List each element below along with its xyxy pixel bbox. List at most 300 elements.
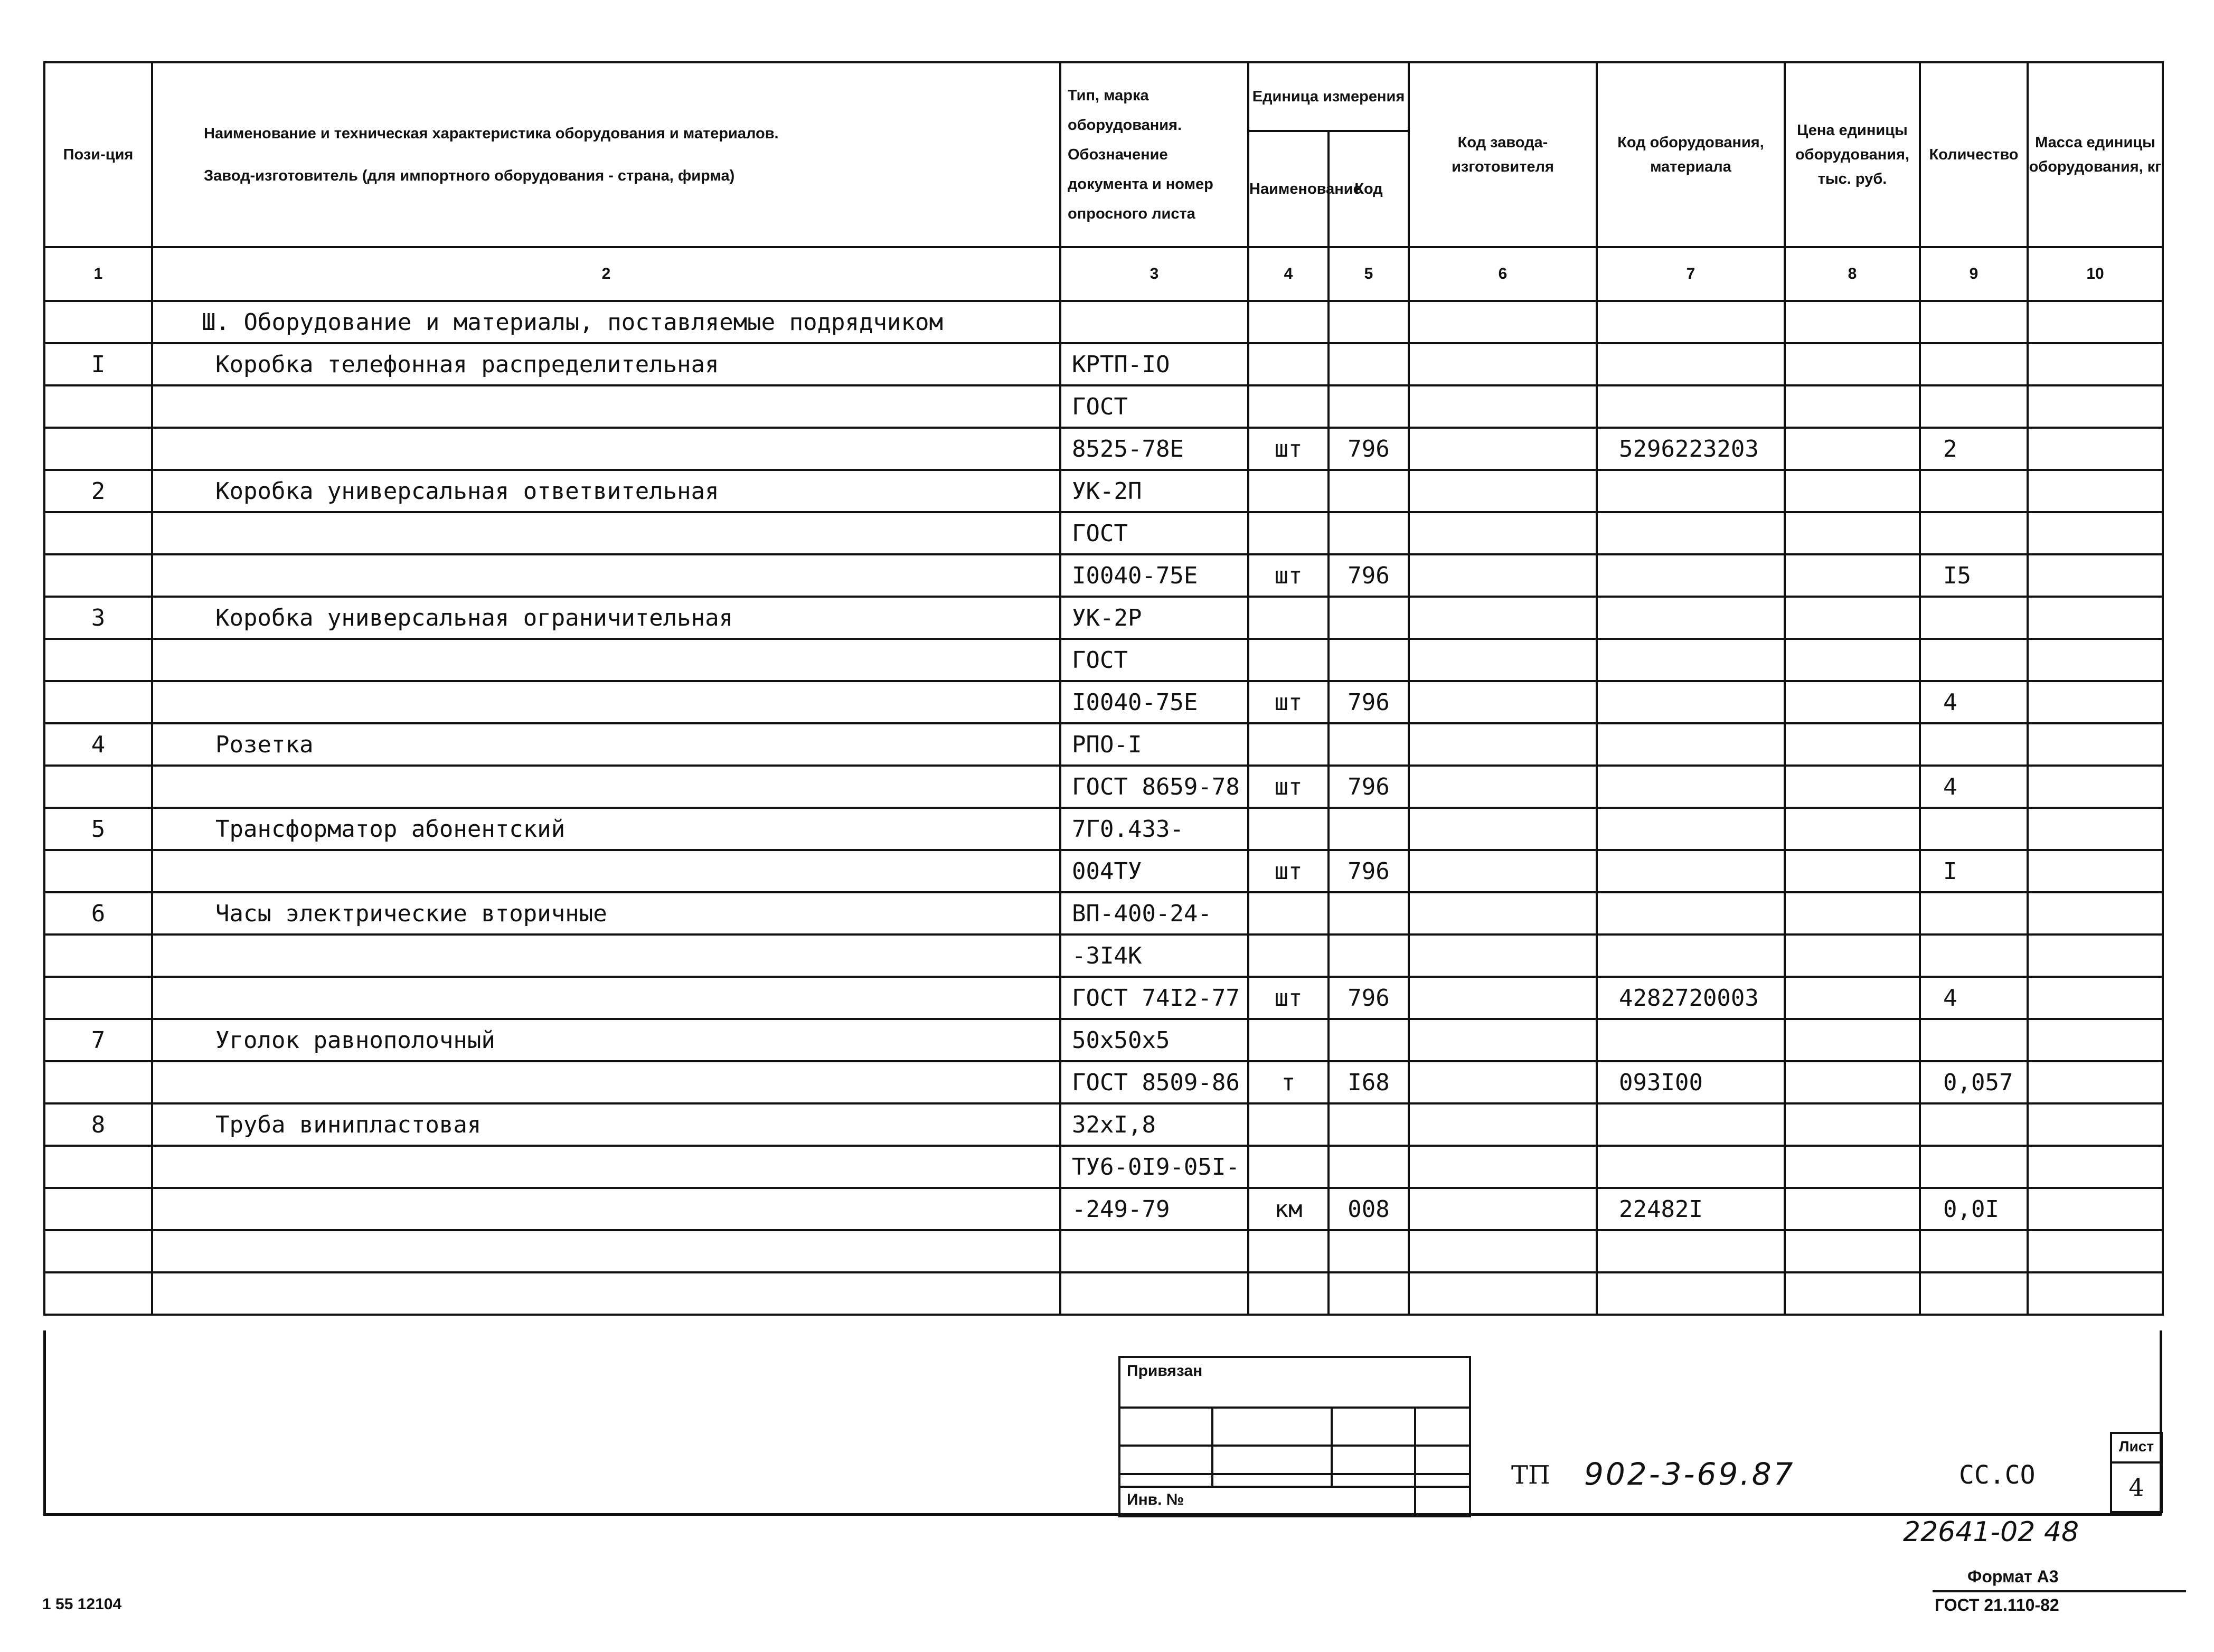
mass-cell [2028,934,2163,977]
type-cell: -249-79 [1060,1188,1248,1230]
position-cell [44,934,152,977]
price-cell [1785,428,1920,470]
position-cell [44,850,152,892]
name-cell [152,639,1060,681]
quantity-cell [1920,1272,2028,1315]
name-cell [152,1146,1060,1188]
mass-cell [2028,1061,2163,1103]
price-cell [1785,977,1920,1019]
position-cell [44,1188,152,1230]
name-cell [152,850,1060,892]
unit-name-cell: шт [1248,977,1329,1019]
unit-name-cell [1248,1103,1329,1146]
unit-code-cell: I68 [1329,1061,1409,1103]
name-cell [152,428,1060,470]
mass-cell [2028,470,2163,512]
factory-code-cell [1409,850,1597,892]
table-row [44,1019,2163,1061]
price-cell [1785,512,1920,554]
unit-code-cell: 796 [1329,681,1409,723]
factory-code-cell [1409,639,1597,681]
quantity-cell: 4 [1920,977,2028,1019]
unit-code-cell [1329,343,1409,385]
position-cell [44,681,152,723]
position-cell [44,428,152,470]
quantity-cell: 4 [1920,681,2028,723]
name-cell: Коробка телефонная распределительная [152,343,1060,385]
table-row [44,766,2163,808]
name-cell [152,554,1060,597]
factory-code-cell [1409,977,1597,1019]
factory-code-cell [1409,681,1597,723]
factory-code-cell [1409,1230,1597,1272]
type-cell: ГОСТ 74I2-77 [1060,977,1248,1019]
type-cell: I0040-75Е [1060,554,1248,597]
quantity-cell [1920,597,2028,639]
format-underline [1933,1590,2186,1592]
quantity-cell [1920,1103,2028,1146]
table-row [44,1146,2163,1188]
factory-code-cell [1409,766,1597,808]
equipment-code-cell [1597,892,1785,934]
table-row [44,554,2163,597]
type-cell: ТУ6-0I9-05I- [1060,1146,1248,1188]
type-cell: ВП-400-24- [1060,892,1248,934]
unit-name-cell: т [1248,1061,1329,1103]
equipment-specification-table [43,61,2164,1316]
name-cell: Трансформатор абонентский [152,808,1060,850]
table-row [44,639,2163,681]
position-cell [44,1146,152,1188]
factory-code-cell [1409,512,1597,554]
header-type: Тип, марка оборудования. Обозначение документа и номер опросного листа [1060,62,1248,247]
position-cell [44,766,152,808]
unit-name-cell [1248,470,1329,512]
section-row [44,301,2163,343]
equipment-code-cell [1597,470,1785,512]
equipment-code-cell [1597,597,1785,639]
name-cell: Уголок равнополочный [152,1019,1060,1061]
unit-name-cell [1248,934,1329,977]
price-cell [1785,1061,1920,1103]
header-position: Пози-ция [44,62,152,247]
factory-code-cell [1409,723,1597,766]
position-cell [44,639,152,681]
price-cell [1785,934,1920,977]
price-cell [1785,554,1920,597]
table-row [44,808,2163,850]
name-cell [152,681,1060,723]
factory-code-cell [1409,554,1597,597]
unit-code-cell: 796 [1329,850,1409,892]
quantity-cell: 0,057 [1920,1061,2028,1103]
mass-cell [2028,1103,2163,1146]
column-number: 8 [1785,247,1920,301]
price-cell [1785,1103,1920,1146]
unit-name-cell: шт [1248,766,1329,808]
price-cell [1785,639,1920,681]
mass-cell [2028,1272,2163,1315]
equipment-code-cell [1597,766,1785,808]
position-cell: 5 [44,808,152,850]
quantity-cell: 4 [1920,766,2028,808]
attached-label: Привязан [1120,1358,1469,1409]
type-cell [1060,1272,1248,1315]
unit-code-cell [1329,639,1409,681]
position-cell [44,512,152,554]
frame-bottom-line [43,1513,2162,1516]
quantity-cell [1920,934,2028,977]
mass-cell [2028,512,2163,554]
table-row [44,512,2163,554]
unit-code-cell [1329,808,1409,850]
factory-code-cell [1409,808,1597,850]
format-label: Формат А3 [1967,1567,2059,1586]
unit-name-cell [1248,892,1329,934]
factory-code-cell [1409,1103,1597,1146]
equipment-code-cell [1597,1230,1785,1272]
quantity-cell [1920,470,2028,512]
header-factory-code: Код завода-изготовителя [1409,62,1597,247]
equipment-code-cell [1597,512,1785,554]
equipment-code-cell [1597,723,1785,766]
unit-code-cell: 796 [1329,554,1409,597]
unit-code-cell: 796 [1329,766,1409,808]
mass-cell [2028,1019,2163,1061]
type-cell: 004ТУ [1060,850,1248,892]
table-row [44,597,2163,639]
position-cell: 7 [44,1019,152,1061]
header-name-line-2: Завод-изготовитель (для импортного оборудования - страна, фирма) [204,167,735,184]
unit-code-cell: 008 [1329,1188,1409,1230]
type-cell: ГОСТ [1060,639,1248,681]
name-cell: Розетка [152,723,1060,766]
table-row [44,681,2163,723]
equipment-code-cell [1597,850,1785,892]
table-row [44,892,2163,934]
type-cell: 7Г0.433- [1060,808,1248,850]
quantity-cell [1920,1230,2028,1272]
type-cell: 50х50х5 [1060,1019,1248,1061]
position-cell [44,554,152,597]
name-cell [152,934,1060,977]
quantity-cell: I5 [1920,554,2028,597]
table-row [44,1103,2163,1146]
quantity-cell [1920,808,2028,850]
header-mass: Масса единицы оборудования, кг [2028,62,2163,247]
quantity-cell: 0,0I [1920,1188,2028,1230]
header-name-line-1: Наименование и техническая характеристика оборудования и материалов. [204,125,779,142]
unit-code-cell: 796 [1329,428,1409,470]
price-cell [1785,892,1920,934]
unit-code-cell [1329,385,1409,428]
factory-code-cell [1409,343,1597,385]
name-cell [152,1272,1060,1315]
factory-code-cell [1409,1019,1597,1061]
mass-cell [2028,554,2163,597]
mass-cell [2028,1188,2163,1230]
table-row [44,723,2163,766]
header-price: Цена единицы оборудования, тыс. руб. [1785,62,1920,247]
equipment-code-cell: 4282720003 [1597,977,1785,1019]
name-cell: Часы электрические вторичные [152,892,1060,934]
frame-left-line [43,1330,46,1515]
factory-code-cell [1409,428,1597,470]
price-cell [1785,1188,1920,1230]
column-number: 6 [1409,247,1597,301]
name-cell [152,1188,1060,1230]
name-cell [152,766,1060,808]
unit-name-cell [1248,385,1329,428]
unit-name-cell [1248,1230,1329,1272]
attachment-stamp [1118,1356,1471,1517]
mass-cell [2028,723,2163,766]
factory-code-cell [1409,1061,1597,1103]
unit-name-cell [1248,808,1329,850]
price-cell [1785,1230,1920,1272]
mass-cell [2028,808,2163,850]
column-number: 4 [1248,247,1329,301]
mass-cell [2028,597,2163,639]
handwritten-inventory-number: 22641-02 48 [1903,1516,2079,1548]
header-quantity: Количество [1920,62,2028,247]
column-number: 9 [1920,247,2028,301]
unit-name-cell [1248,343,1329,385]
column-number: 3 [1060,247,1248,301]
unit-name-cell: км [1248,1188,1329,1230]
price-cell [1785,1146,1920,1188]
equipment-code-cell [1597,639,1785,681]
unit-code-cell [1329,723,1409,766]
table-row [44,977,2163,1019]
mass-cell [2028,639,2163,681]
stamp-line [1331,1409,1333,1486]
unit-name-cell: шт [1248,428,1329,470]
header-name [152,62,1060,247]
header-unit-group: Единица измерения [1248,62,1409,131]
equipment-code-cell [1597,808,1785,850]
header-unit-name: Наименование [1248,131,1329,247]
mass-cell [2028,1146,2163,1188]
column-number: 1 [44,247,152,301]
position-cell [44,1061,152,1103]
factory-code-cell [1409,470,1597,512]
quantity-cell [1920,723,2028,766]
header-equipment-code: Код оборудования, материала [1597,62,1785,247]
equipment-code-cell: 093I00 [1597,1061,1785,1103]
price-cell [1785,343,1920,385]
factory-code-cell [1409,1146,1597,1188]
column-number: 5 [1329,247,1409,301]
unit-name-cell [1248,639,1329,681]
equipment-code-cell [1597,1146,1785,1188]
mass-cell [2028,343,2163,385]
type-cell: РПО-I [1060,723,1248,766]
position-cell [44,1272,152,1315]
type-cell: ГОСТ [1060,512,1248,554]
unit-code-cell [1329,1019,1409,1061]
equipment-code-cell [1597,1019,1785,1061]
name-cell: Коробка универсальная ограничительная [152,597,1060,639]
mass-cell [2028,850,2163,892]
column-number: 10 [2028,247,2163,301]
sheet-box [2110,1432,2163,1513]
quantity-cell [1920,1146,2028,1188]
stamp-line [1120,1445,1469,1447]
price-cell [1785,850,1920,892]
type-cell: -3I4К [1060,934,1248,977]
name-cell: Труба винипластовая [152,1103,1060,1146]
equipment-code-cell: 5296223203 [1597,428,1785,470]
unit-code-cell [1329,1272,1409,1315]
quantity-cell [1920,343,2028,385]
stamp-line [1120,1486,1469,1488]
mass-cell [2028,766,2163,808]
sheet-label: Лист [2112,1434,2161,1464]
factory-code-cell [1409,934,1597,977]
quantity-cell [1920,639,2028,681]
unit-code-cell [1329,470,1409,512]
type-cell [1060,1230,1248,1272]
gost-label: ГОСТ 21.110-82 [1935,1596,2059,1615]
unit-name-cell: шт [1248,554,1329,597]
price-cell [1785,470,1920,512]
price-cell [1785,1272,1920,1315]
mass-cell [2028,385,2163,428]
table-row [44,343,2163,385]
type-cell: I0040-75Е [1060,681,1248,723]
position-cell [44,1230,152,1272]
quantity-cell: I [1920,850,2028,892]
name-cell [152,1230,1060,1272]
equipment-code-cell [1597,1272,1785,1315]
table-row [44,1188,2163,1230]
mass-cell [2028,977,2163,1019]
unit-name-cell: шт [1248,681,1329,723]
unit-code-cell [1329,892,1409,934]
type-cell: ГОСТ 8659-78 [1060,766,1248,808]
table-row [44,385,2163,428]
price-cell [1785,723,1920,766]
unit-name-cell [1248,723,1329,766]
quantity-cell: 2 [1920,428,2028,470]
type-cell: КРТП-IО [1060,343,1248,385]
price-cell [1785,681,1920,723]
unit-name-cell [1248,1019,1329,1061]
quantity-cell [1920,892,2028,934]
serial-number: 1 55 12104 [42,1596,122,1613]
table-row [44,1272,2163,1315]
table-row [44,934,2163,977]
position-cell: I [44,343,152,385]
mass-cell [2028,892,2163,934]
equipment-code-cell [1597,1103,1785,1146]
name-cell [152,1061,1060,1103]
column-number: 7 [1597,247,1785,301]
unit-name-cell [1248,1272,1329,1315]
price-cell [1785,766,1920,808]
table-row [44,470,2163,512]
unit-code-cell [1329,1103,1409,1146]
unit-name-cell [1248,1146,1329,1188]
equipment-code-cell [1597,934,1785,977]
column-number: 2 [152,247,1060,301]
name-cell: Коробка универсальная ответвительная [152,470,1060,512]
unit-code-cell [1329,934,1409,977]
quantity-cell [1920,1019,2028,1061]
equipment-code-cell [1597,681,1785,723]
position-cell [44,977,152,1019]
stamp-line [1211,1409,1213,1486]
position-cell [44,385,152,428]
type-cell: УК-2П [1060,470,1248,512]
unit-name-cell: шт [1248,850,1329,892]
document-number: 902-3-69.87 [1584,1456,1795,1492]
unit-code-cell: 796 [1329,977,1409,1019]
frame-right-line [2160,1330,2162,1515]
name-cell [152,512,1060,554]
unit-code-cell [1329,1230,1409,1272]
name-cell [152,385,1060,428]
quantity-cell [1920,512,2028,554]
mass-cell [2028,681,2163,723]
unit-code-cell [1329,512,1409,554]
quantity-cell [1920,385,2028,428]
type-cell: УК-2Р [1060,597,1248,639]
table-row [44,428,2163,470]
document-mark: СС.СО [1959,1460,2036,1490]
unit-code-cell [1329,597,1409,639]
type-cell: ГОСТ [1060,385,1248,428]
stamp-line [1120,1473,1469,1475]
table-row [44,1230,2163,1272]
factory-code-cell [1409,1188,1597,1230]
factory-code-cell [1409,1272,1597,1315]
header-unit-code: Код [1329,131,1409,247]
factory-code-cell [1409,892,1597,934]
position-cell: 8 [44,1103,152,1146]
price-cell [1785,385,1920,428]
project-prefix: ТП [1511,1460,1550,1490]
table-row [44,850,2163,892]
inventory-number-label: Инв. № [1127,1491,1184,1508]
position-cell: 4 [44,723,152,766]
unit-code-cell [1329,1146,1409,1188]
unit-name-cell [1248,512,1329,554]
price-cell [1785,1019,1920,1061]
type-cell: 8525-78Е [1060,428,1248,470]
position-cell: 2 [44,470,152,512]
factory-code-cell [1409,597,1597,639]
price-cell [1785,597,1920,639]
equipment-code-cell [1597,343,1785,385]
name-cell [152,977,1060,1019]
type-cell: ГОСТ 8509-86 [1060,1061,1248,1103]
equipment-code-cell [1597,385,1785,428]
stamp-line [1414,1409,1416,1517]
sheet-number: 4 [2128,1473,2144,1502]
equipment-code-cell: 22482I [1597,1188,1785,1230]
mass-cell [2028,1230,2163,1272]
table-row [44,1061,2163,1103]
section-title: Ш. Оборудование и материалы, поставляемые подрядчиком [152,301,1060,343]
unit-name-cell [1248,597,1329,639]
price-cell [1785,808,1920,850]
factory-code-cell [1409,385,1597,428]
type-cell: 32хI,8 [1060,1103,1248,1146]
position-cell: 3 [44,597,152,639]
position-cell: 6 [44,892,152,934]
